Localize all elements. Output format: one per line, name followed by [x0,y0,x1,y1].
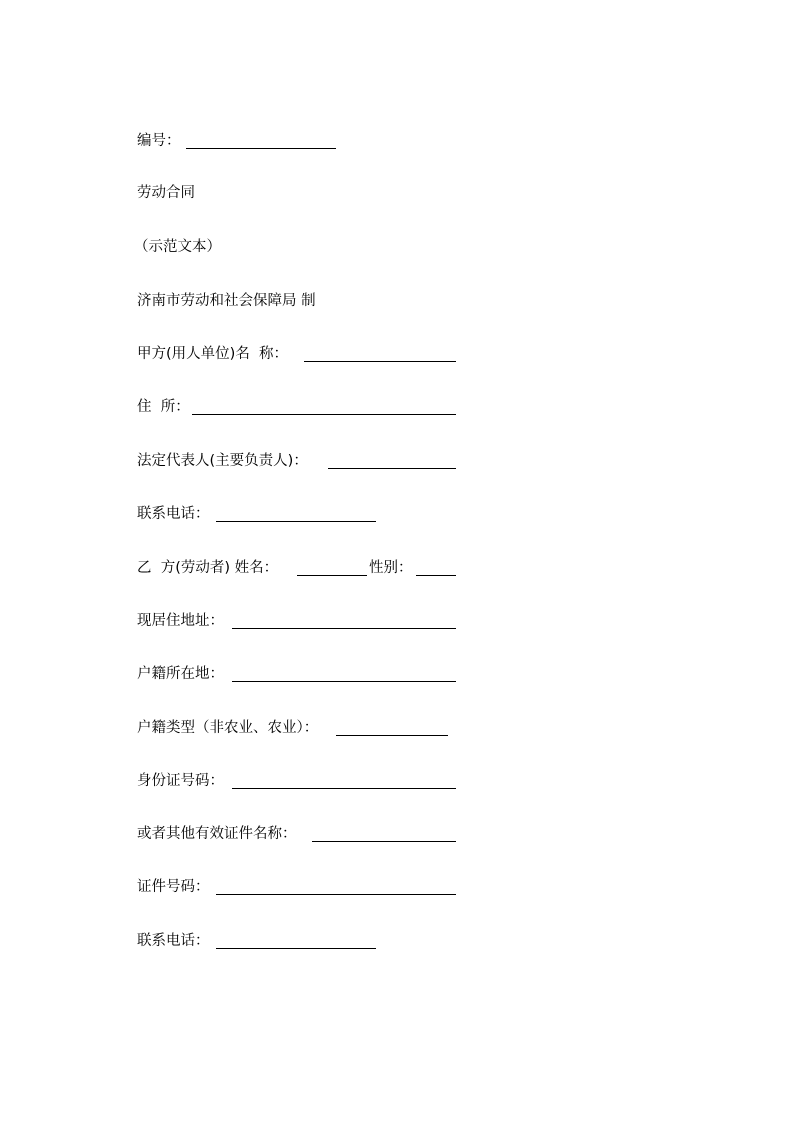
party-a-legal-rep-label: 法定代表人(主要负责人)： [137,453,308,469]
party-b-id-number-blank[interactable] [232,788,456,789]
party-a-name-blank[interactable] [304,361,456,362]
party-a-name-row [137,343,288,365]
party-b-household-type-row [137,717,318,739]
party-b-name-label: 乙 方(劳动者) 姓名： [137,560,279,576]
contract-number-row [137,130,181,152]
contract-number-label: 编号： [137,133,181,149]
party-b-other-cert-name-label: 或者其他有效证件名称： [137,826,297,842]
party-b-other-cert-name-blank[interactable] [312,841,456,842]
party-b-household-location-label: 户籍所在地： [137,666,224,682]
party-b-other-cert-name-row [137,823,297,845]
party-b-household-type-label: 户籍类型（非农业、农业）： [137,720,319,736]
party-b-current-address-label: 现居住地址： [137,613,224,629]
party-b-name-blank[interactable] [297,575,367,576]
party-a-legal-rep-row [137,450,308,472]
document-subtitle: （示范文本） [134,239,221,255]
document-issuer: 济南市劳动和社会保障局 制 [137,293,316,309]
party-b-gender-row [369,557,413,579]
party-b-gender-blank[interactable] [416,575,456,576]
party-a-name-label: 甲方(用人单位)名 称： [137,346,289,362]
party-b-household-location-row [137,663,224,685]
party-b-id-number-label: 身份证号码： [137,773,224,789]
party-b-current-address-row [137,610,224,632]
party-b-phone-row [137,930,210,952]
contract-number-blank[interactable] [186,148,336,149]
party-a-legal-rep-blank[interactable] [328,468,456,469]
party-b-id-number-row [137,770,224,792]
party-b-household-location-blank[interactable] [232,681,456,682]
party-a-address-row [137,396,190,418]
party-a-phone-label: 联系电话： [137,506,210,522]
party-b-phone-blank[interactable] [216,948,376,949]
party-a-phone-blank[interactable] [216,521,376,522]
party-a-address-label: 住 所： [137,399,190,415]
party-a-address-blank[interactable] [192,414,456,415]
party-a-phone-row [137,503,210,525]
party-b-current-address-blank[interactable] [232,628,456,629]
party-b-phone-label: 联系电话： [137,933,210,949]
party-b-cert-number-label: 证件号码： [137,879,210,895]
party-b-name-row [137,557,278,579]
document-title: 劳动合同 [137,185,195,201]
party-b-gender-label: 性别： [369,560,413,576]
party-b-household-type-blank[interactable] [336,735,448,736]
party-b-cert-number-blank[interactable] [216,894,456,895]
party-b-cert-number-row [137,876,210,898]
